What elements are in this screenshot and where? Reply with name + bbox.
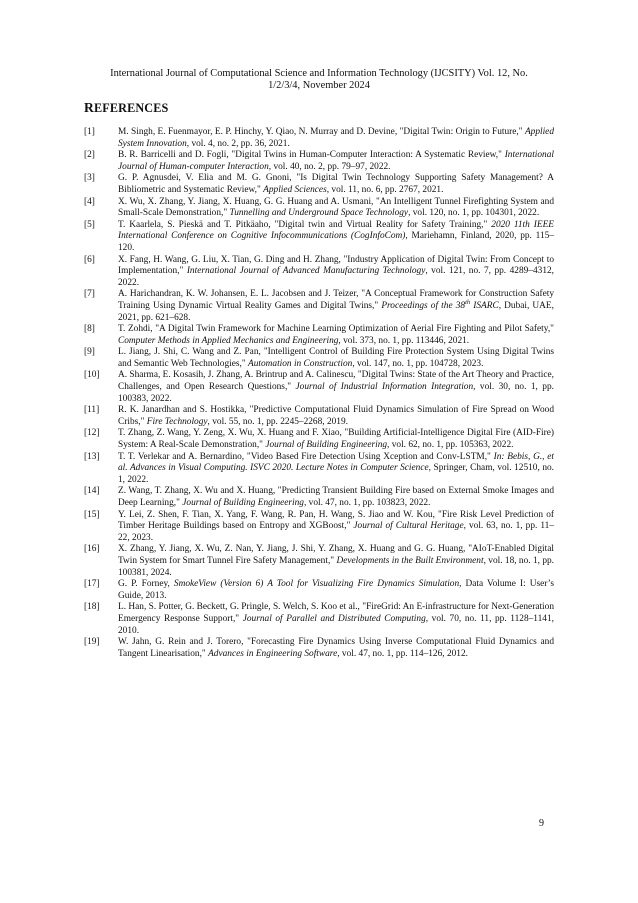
reference-number: [4] xyxy=(84,196,95,207)
reference-venue: Advances in Engineering Software xyxy=(208,648,338,659)
reference-number: [3] xyxy=(84,173,95,184)
reference-text: M. Singh, E. Fuenmayor, E. P. Hinchy, Y. Qiao, N. Murray and D. Devine, "Digital Twin: Origin to Future," Applied System Innovation, vol. 4, no. 2, pp. 36, 2021. xyxy=(118,127,554,149)
reference-item xyxy=(84,602,554,637)
reference-item xyxy=(84,452,554,487)
reference-item xyxy=(84,370,554,405)
reference-venue: Fire Technology xyxy=(146,416,208,427)
reference-text: X. Wu, X. Zhang, Y. Jiang, X. Huang, G. G. Huang and A. Usmani, "An Intelligent Tunnel Firefighting System and Small-Scale Demonstration," Tunnelling and Underground Space Technology, vol. 120, no. 1, pp. 104301, 2022. xyxy=(118,196,554,219)
reference-list xyxy=(84,127,554,660)
reference-venue: Journal of Industrial Information Integration xyxy=(295,382,474,393)
reference-venue: In: Bebis, G., et al. Advances in Visual Computing. ISVC 2020. Lecture Notes in Computer Science xyxy=(118,451,554,474)
reference-venue: Applied Sciences xyxy=(263,184,327,195)
reference-item xyxy=(84,544,554,579)
reference-text: A. Sharma, E. Kosasih, J. Zhang, A. Brintrup and A. Calinescu, "Digital Twins: State of the Art Theory and Practice, Challenges, and Open Research Questions," Journal of Industrial Information Integration, vol. 30, no. 1, pp. 100383, 2022. xyxy=(118,370,554,404)
reference-item xyxy=(84,324,554,347)
reference-item xyxy=(84,220,554,255)
reference-text: T. Kaarlela, S. Pieskä and T. Pitkäaho, "Digital twin and Virtual Reality for Safety Training," 2020 11th IEEE International Conference on Cognitive Infocommunications (CogInfoCom), Mariehamn, Finland, 2020, pp. 115–120. xyxy=(118,219,554,253)
reference-venue: Journal of Cultural Heritage xyxy=(353,521,464,532)
reference-item xyxy=(84,197,554,220)
reference-text: T. T. Verlekar and A. Bernardino, "Video Based Fire Detection Using Xception and Conv-LSTM," In: Bebis, G., et al. Advances in Visual Computing. ISVC 2020. Lecture Notes in Computer Science, Springer, Cham, vol. 12510, no. 1, 2022. xyxy=(118,451,555,485)
reference-item xyxy=(84,127,554,150)
ordinal-superscript: th xyxy=(465,298,471,306)
reference-venue: Automation in Construction xyxy=(248,358,353,369)
reference-item xyxy=(84,510,554,545)
reference-number: [9] xyxy=(84,347,95,358)
reference-text: T. Zhang, Z. Wang, Y. Zeng, X. Wu, X. Huang and F. Xiao, "Building Artificial-Intelligence Digital Fire (AID-Fire) System: A Real-Scale Demonstration," Journal of Building Engineering, vol. 62, no. 1, pp. 105363, 2022. xyxy=(118,428,554,451)
reference-venue: 2020 11th IEEE International Conference on Cognitive Infocommunications (CogInfoCom) xyxy=(118,219,554,242)
reference-venue: Journal of Building Engineering xyxy=(182,498,304,508)
reference-text: L. Han, S. Potter, G. Beckett, G. Pringle, S. Welch, S. Koo et al., "FireGrid: An E-infrastructure for Next-Generation Emergency Response Support," Journal of Parallel and Distributed Computing, vol. 70, no. 11, pp. 1128–1141, 2010. xyxy=(118,602,554,636)
reference-item xyxy=(84,289,554,324)
reference-text: A. Harichandran, K. W. Johansen, E. L. Jacobsen and J. Teizer, "A Conceptual Framework for Construction Safety Training Using Dynamic Virtual Reality Games and Digital Twins," Proceedings of the 38th ISARC, Dubai, UAE, 2021, pp. 621–628. xyxy=(118,289,554,323)
reference-number: [15] xyxy=(84,509,100,520)
reference-venue: Journal of Building Engineering xyxy=(265,440,388,451)
reference-item xyxy=(84,428,554,451)
reference-text: R. K. Janardhan and S. Hostikka, "Predictive Computational Fluid Dynamics Simulation of Fire Spread on Wood Cribs," Fire Technology, vol. 55, no. 1, pp. 2245–2268, 2019. xyxy=(118,405,554,427)
reference-venue: Tunnelling and Underground Space Technology xyxy=(229,208,409,219)
journal-header-line-2: 1/2/3/4, November 2024 xyxy=(268,80,370,92)
reference-text: Z. Wang, T. Zhang, X. Wu and X. Huang, "Predicting Transient Building Fire based on External Smoke Images and Deep Learning," Journal of Building Engineering, vol. 47, no. 1, pp. 103823, 2022. xyxy=(118,486,554,508)
reference-number: [17] xyxy=(84,579,100,590)
reference-venue: Applied System Innovation xyxy=(118,127,554,149)
reference-venue: Journal of Parallel and Distributed Computing xyxy=(242,613,426,624)
reference-venue: Computer Methods in Applied Mechanics and Engineering xyxy=(118,335,339,346)
reference-number: [12] xyxy=(84,428,100,439)
reference-number: [6] xyxy=(84,254,95,265)
references-heading xyxy=(84,100,168,116)
reference-number: [1] xyxy=(84,127,95,137)
reference-text: B. R. Barricelli and D. Fogli, "Digital Twins in Human-Computer Interaction: A Systematic Review," International Journal of Human-computer Interaction, vol. 40, no. 2, pp. 79–97, 2022. xyxy=(118,150,554,172)
reference-number: [10] xyxy=(84,370,100,381)
reference-number: [16] xyxy=(84,544,100,555)
page-number: 9 xyxy=(539,818,544,829)
reference-number: [18] xyxy=(84,602,100,613)
reference-venue: SmokeView (Version 6) A Tool for Visualizing Fire Dynamics Simulation xyxy=(173,579,460,590)
reference-number: [7] xyxy=(84,289,95,300)
reference-item xyxy=(84,637,554,660)
reference-item xyxy=(84,347,554,370)
reference-text: G. P. Forney, SmokeView (Version 6) A Tool for Visualizing Fire Dynamics Simulation, Data Volume I: User’s Guide, 2013. xyxy=(118,579,554,601)
reference-item xyxy=(84,486,554,509)
reference-text: X. Fang, H. Wang, G. Liu, X. Tian, G. Ding and H. Zhang, "Industry Application of Digital Twin: From Concept to Implementation," International Journal of Advanced Manufacturing Technology, vol. 121, no. 7, pp. 4289–4312, 2022. xyxy=(118,254,554,288)
reference-venue: International Journal of Human-computer Interaction xyxy=(118,150,554,172)
reference-item xyxy=(84,150,554,173)
reference-text: X. Zhang, Y. Jiang, X. Wu, Z. Nan, Y. Jiang, J. Shi, Y. Zhang, X. Huang and G. G. Huang, "AIoT-Enabled Digital Twin System for Smart Tunnel Fire Safety Management," Developments in the Built Environment, vol. 18, no. 1, pp. 100381, 2024. xyxy=(118,544,555,578)
reference-number: [19] xyxy=(84,637,100,648)
reference-number: [5] xyxy=(84,219,95,230)
reference-item xyxy=(84,173,554,196)
reference-item xyxy=(84,405,554,428)
references-heading-rest: EFERENCES xyxy=(93,101,169,115)
reference-venue: Proceedings of the 38th ISARC xyxy=(381,298,499,311)
reference-venue: International Journal of Advanced Manufacturing Technology xyxy=(186,266,426,277)
reference-number: [11] xyxy=(84,405,100,416)
journal-header xyxy=(90,68,548,93)
reference-number: [14] xyxy=(84,486,100,497)
reference-item xyxy=(84,255,554,290)
journal-header-line-1: International Journal of Computational Science and Information Technology (IJCSITY) Vol. 12, No. xyxy=(110,68,528,79)
references-heading-initial: R xyxy=(84,100,94,115)
reference-venue: Developments in the Built Environment xyxy=(336,555,484,566)
reference-text: L. Jiang, J. Shi, C. Wang and Z. Pan, "Intelligent Control of Building Fire Protection System Using Digital Twins and Semantic Web Technologies," Automation in Construction, vol. 147, no. 1, pp. 104728, 2023. xyxy=(118,347,554,369)
reference-number: [13] xyxy=(84,451,100,462)
reference-number: [8] xyxy=(84,324,95,335)
reference-text: T. Zohdi, "A Digital Twin Framework for Machine Learning Optimization of Aerial Fire Fighting and Pilot Safety," Computer Methods in Applied Mechanics and Engineering, vol. 373, no. 1, pp. 113446, 2021. xyxy=(118,324,554,346)
reference-text: G. P. Agnusdei, V. Elia and M. G. Gnoni, "Is Digital Twin Technology Supporting Safety Management? A Bibliometric and Systematic Review," Applied Sciences, vol. 11, no. 6, pp. 2767, 2021. xyxy=(118,173,554,195)
reference-item xyxy=(84,579,554,602)
reference-text: W. Jahn, G. Rein and J. Torero, "Forecasting Fire Dynamics Using Inverse Computational Fluid Dynamics and Tangent Linearisation," Advances in Engineering Software, vol. 47, no. 1, pp. 114–126, 2012. xyxy=(118,637,554,659)
reference-text: Y. Lei, Z. Shen, F. Tian, X. Yang, F. Wang, R. Pan, H. Wang, S. Jiao and W. Kou, "Fire Risk Level Prediction of Timber Heritage Buildings based on Entropy and XGBoost," Journal of Cultural Heritage, vol. 63, no. 1, pp. 11–22, 2023. xyxy=(118,509,554,543)
reference-number: [2] xyxy=(84,150,95,161)
